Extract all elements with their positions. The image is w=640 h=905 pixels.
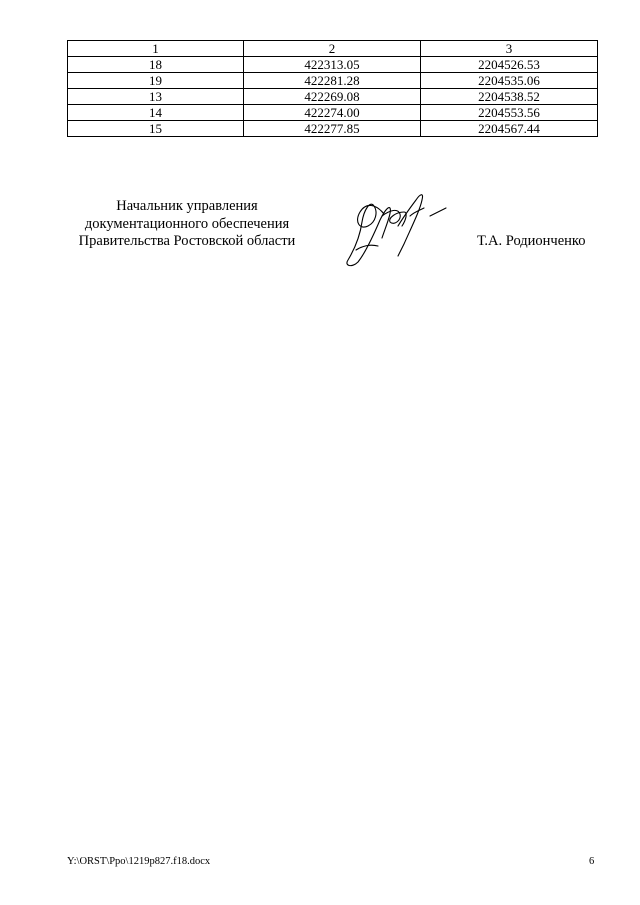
table-header-cell: 1 xyxy=(68,41,244,57)
y-coordinate-cell: 2204538.52 xyxy=(421,89,598,105)
signatory-title-line: Начальник управления xyxy=(116,198,258,214)
y-coordinate-cell: 2204526.53 xyxy=(421,57,598,73)
y-coordinate-cell: 2204535.06 xyxy=(421,73,598,89)
table-header-cell: 2 xyxy=(244,41,421,57)
point-number-cell: 19 xyxy=(68,73,244,89)
footer-file-path: Y:\ORST\Ppo\1219p827.f18.docx xyxy=(67,856,211,867)
point-number-cell: 15 xyxy=(68,121,244,137)
x-coordinate-cell: 422281.28 xyxy=(244,73,421,89)
handwritten-signature xyxy=(338,186,453,270)
y-coordinate-cell: 2204553.56 xyxy=(421,105,598,121)
coordinates-table xyxy=(67,40,598,137)
footer-page-number: 6 xyxy=(589,856,595,867)
table-row xyxy=(68,57,598,73)
x-coordinate-cell: 422313.05 xyxy=(244,57,421,73)
point-number-cell: 13 xyxy=(68,89,244,105)
x-coordinate-cell: 422269.08 xyxy=(244,89,421,105)
table-row xyxy=(68,121,598,137)
signatory-title-line: Правительства Ростовской области xyxy=(78,233,296,249)
x-coordinate-cell: 422274.00 xyxy=(244,105,421,121)
table-row xyxy=(68,105,598,121)
point-number-cell: 18 xyxy=(68,57,244,73)
point-number-cell: 14 xyxy=(68,105,244,121)
table-header-row xyxy=(68,41,598,57)
signatory-title xyxy=(62,198,312,251)
signatory-title-line: документационного обеспечения xyxy=(84,215,290,232)
table-row xyxy=(68,89,598,105)
table-row xyxy=(68,73,598,89)
y-coordinate-cell: 2204567.44 xyxy=(421,121,598,137)
x-coordinate-cell: 422277.85 xyxy=(244,121,421,137)
signatory-name: Т.А. Родионченко xyxy=(477,233,586,249)
table-header-cell: 3 xyxy=(421,41,598,57)
